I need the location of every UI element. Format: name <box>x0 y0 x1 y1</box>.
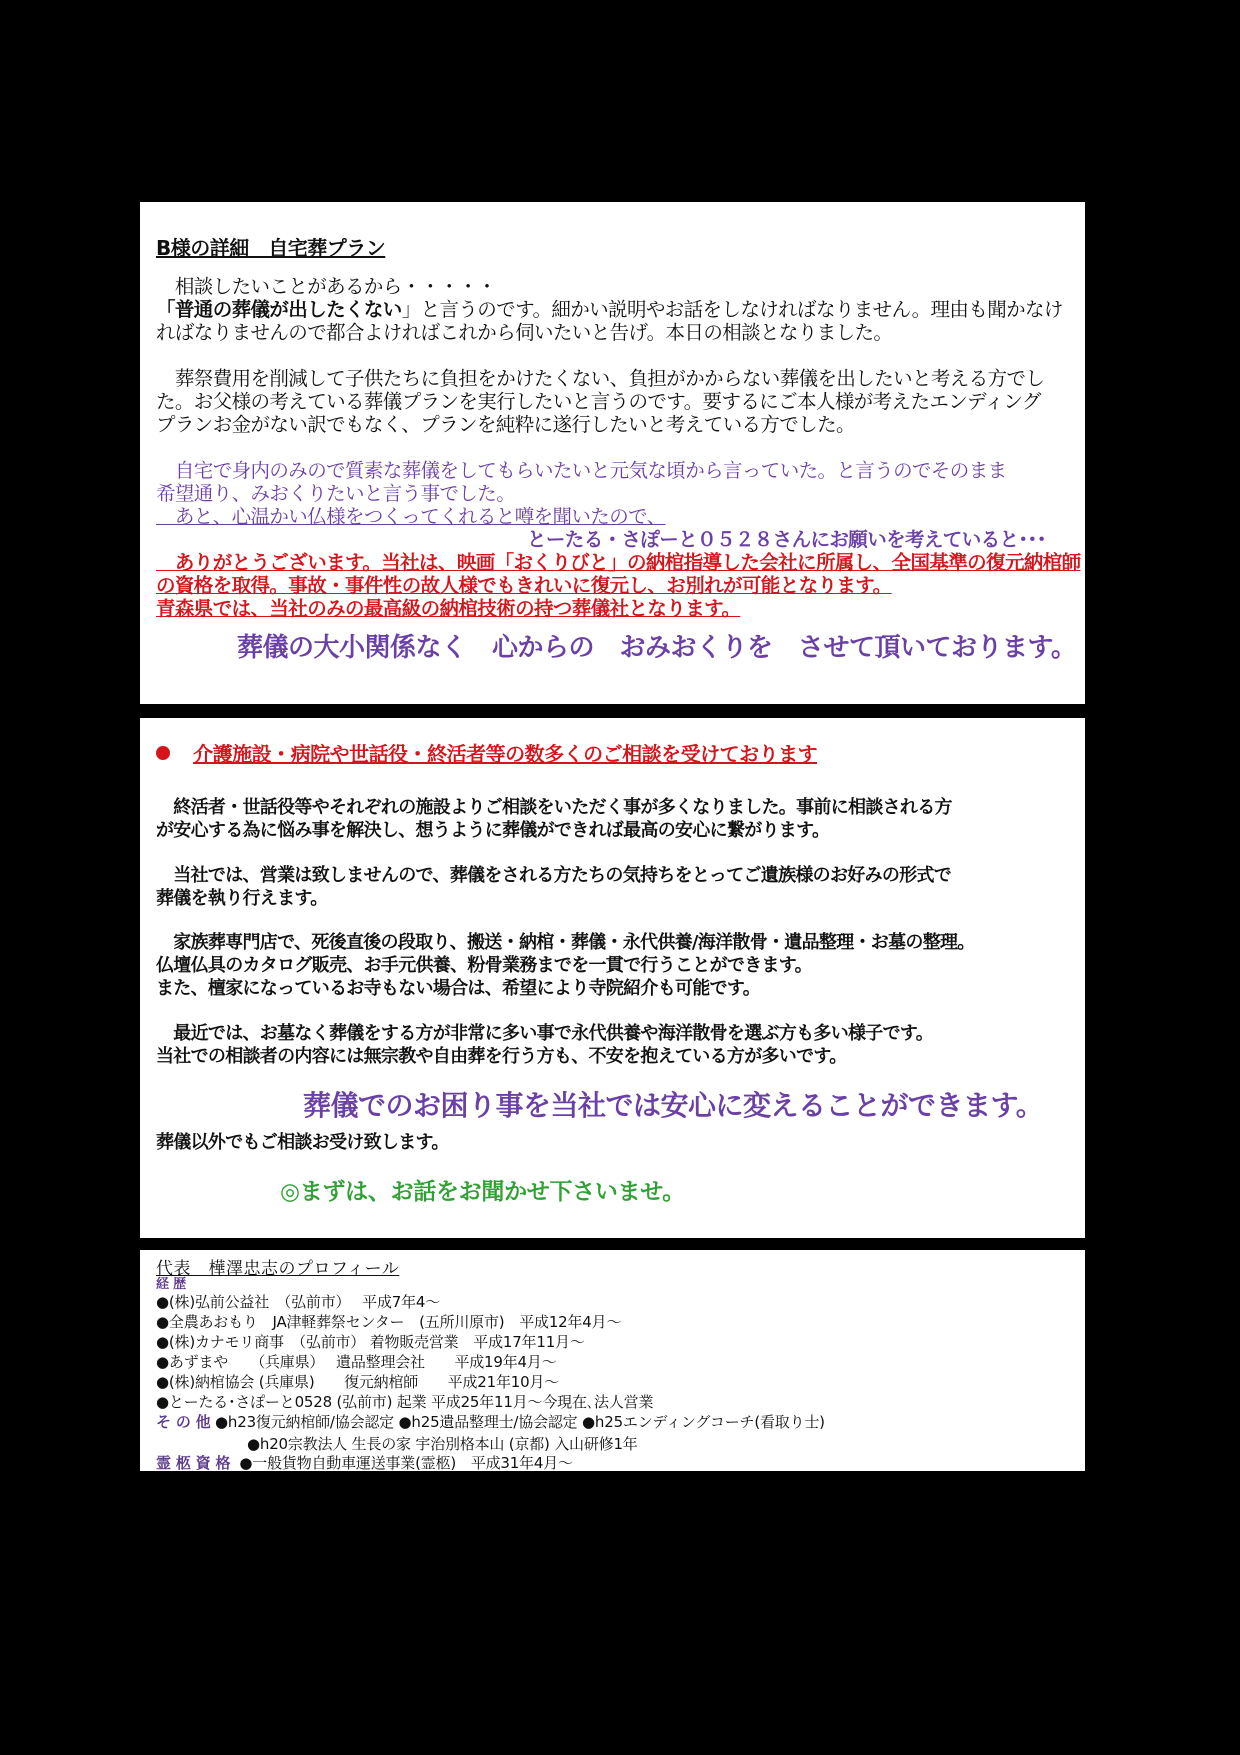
s2-para2-line2: 葬儀を執り行えます。 <box>156 888 328 909</box>
p3-line3: あと、心温かい仏様をつくってくれると噂を聞いたので、 <box>156 505 666 528</box>
s2-para4-line2: 当社での相談者の内容には無宗教や自由葬を行う方も、不安を抱えている方が多いです。 <box>156 1046 847 1067</box>
s2-para3-line3: また、檀家になっているお寺もない場合は、希望により寺院紹介も可能です。 <box>156 978 761 999</box>
s2-para3-line1: 家族葬専門店で、死後直後の段取り、搬送・納棺・葬儀・永代供養/海洋散骨・遺品整理・お墓の整理。 <box>156 932 975 953</box>
s2-para3-line2: 仏壇仏具のカタログ販売、お手元供養、粉骨業務までを一貫で行うことができます。 <box>156 955 812 976</box>
p3-line4: とーたる・さぽーと０５２８さんにお願いを考えていると･･･ <box>527 528 1046 551</box>
p4-line2: の資格を取得。事故・事件性の故人様でもきれいに復元し、お別れが可能となります。 <box>156 574 892 597</box>
history-2: ●全農あおもり JA津軽葬祭センター (五所川原市) 平成12年4月～ <box>156 1313 622 1331</box>
p4-line3: 青森県では、当社のみの最高級の納棺技術の持つ葬儀社となります。 <box>156 597 741 620</box>
s2-para2-line1: 当社では、営業は致しませんので、葬儀をされる方たちの気持ちをとってご遺族様のお好みの形式で <box>156 865 952 886</box>
section2-note: 葬儀以外でもご相談お受け致します。 <box>156 1132 449 1153</box>
s2-para1-line1: 終活者・世話役等やそれぞれの施設よりご相談をいただく事が多くなりました。事前に相談される方 <box>156 797 952 818</box>
panel-home-funeral-plan <box>140 202 1085 704</box>
history-5: ●(株)納棺協会 (兵庫県) 復元納棺師 平成21年10月～ <box>156 1373 560 1391</box>
p2-line2: た。お父様の考えている葬儀プランを実行したいと言うのです。要するにご本人様が考えたエンディング <box>156 390 1041 413</box>
history-6: ●とーたる･さぽーと0528 (弘前市) 起業 平成25年11月～今現在､法人営業 <box>156 1393 654 1411</box>
p3-line2: 希望通り、みおくりたいと言う事でした。 <box>156 482 516 505</box>
license-row <box>156 1454 573 1472</box>
profile-title: 代表 樺澤忠志のプロフィール <box>156 1259 400 1279</box>
section2-slogan: 葬儀でのお困り事を当社では安心に変えることができます。 <box>303 1089 1044 1122</box>
section1-title: B様の詳細 自宅葬プラン <box>156 236 386 260</box>
label-history: 経 歴 <box>156 1277 186 1292</box>
s2-para1-line2: が安心する為に悩み事を解決し、想うように葬儀ができれば最高の安心に繋がります。 <box>156 820 830 841</box>
other-text: ●h23復元納棺師/協会認定 ●h25遺品整理士/協会認定 ●h25エンディングコーチ(看取り士) <box>215 1413 825 1431</box>
label-other: そ の 他 <box>156 1413 211 1431</box>
p4-line1: ありがとうございます。当社は、映画「おくりびと」の納棺指導した会社に所属し、全国基準の復元納棺師 <box>156 551 1081 574</box>
section2-title: 介護施設・病院や世話役・終活者等の数多くのご相談を受けております <box>193 742 818 766</box>
p1-line2 <box>156 298 1063 321</box>
section2-cta: ◎まずは、お話をお聞かせ下さいませ。 <box>280 1179 685 1205</box>
history-1: ●(株)弘前公益社 （弘前市） 平成7年4～ <box>156 1293 441 1311</box>
red-bullet-icon <box>156 746 170 760</box>
p2-line1: 葬祭費用を削減して子供たちに負担をかけたくない、負担がかからない葬儀を出したいと考える方でし <box>156 367 1045 390</box>
p2-line3: プランお金がない訳でもなく、プランを純粋に遂行したいと考えている方でした。 <box>156 413 855 436</box>
p1-bold-phrase: 「普通の葬儀が出したくない <box>156 298 402 321</box>
panel-consultation <box>140 718 1085 1238</box>
p3-line1: 自宅で身内のみので質素な葬儀をしてもらいたいと元気な頃から言っていた。と言うのでそのまま <box>156 459 1007 482</box>
history-4: ●あずまや （兵庫県） 遺品整理会社 平成19年4月～ <box>156 1353 557 1371</box>
p1-line2-text: 」と言うのです。細かい説明やお話をしなければなりません。理由も聞かなけ <box>401 298 1063 321</box>
other-row <box>156 1413 825 1431</box>
section2-heading <box>156 738 817 767</box>
p1-line1: 相談したいことがあるから・・・・・ <box>156 275 497 298</box>
p1-line3: ればなりませんので都合よければこれから伺いたいと告げ。本日の相談となりました。 <box>156 321 893 344</box>
history-3: ●(株)カナモリ商事 （弘前市） 着物販売営業 平成17年11月～ <box>156 1333 585 1351</box>
other-row-2: ●h20宗教法人 生長の家 宇治別格本山 (京都) 入山研修1年 <box>247 1435 638 1453</box>
license-text: ●一般貨物自動車運送事業(霊柩) 平成31年4月～ <box>239 1454 573 1472</box>
panel-profile <box>140 1250 1085 1413</box>
label-license: 霊 柩 資 格 <box>156 1454 231 1472</box>
panel-profile-continued <box>140 1413 1085 1471</box>
section1-slogan: 葬儀の大小関係なく 心からの おみおくりを させて頂いております。 <box>237 633 1077 663</box>
s2-para4-line1: 最近では、お墓なく葬儀をする方が非常に多い事で永代供養や海洋散骨を選ぶ方も多い様子です。 <box>156 1023 934 1044</box>
